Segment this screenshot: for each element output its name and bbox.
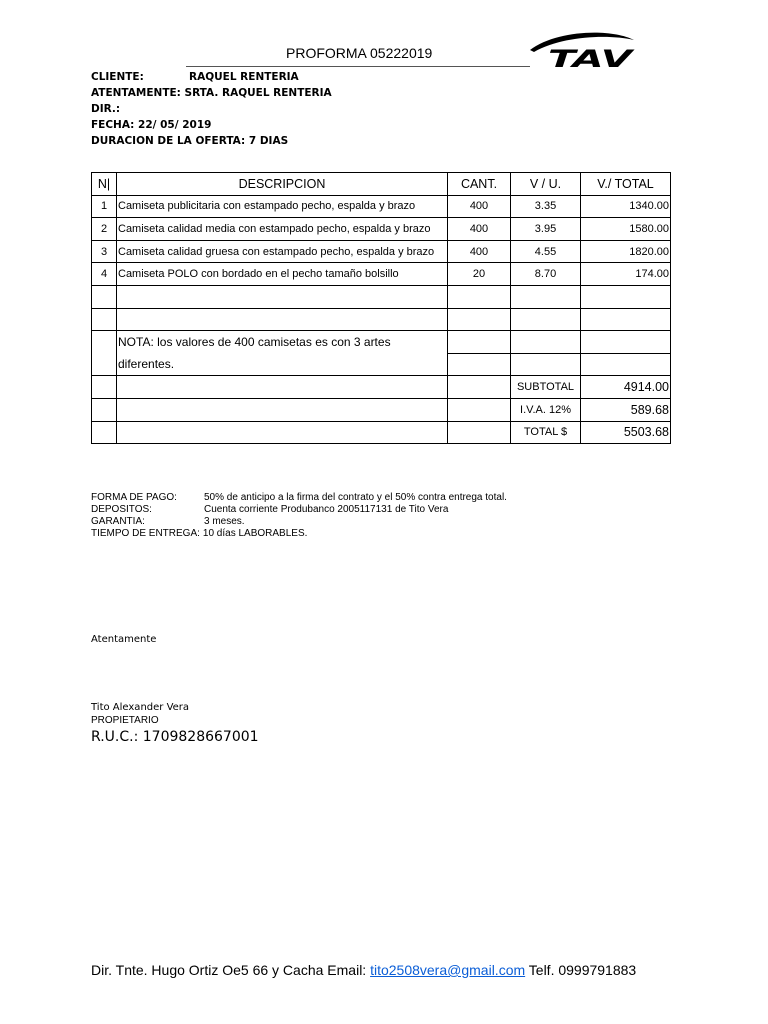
garantia-row <box>91 516 307 528</box>
fecha-line: FECHA: 22/ 05/ 2019 <box>91 119 212 131</box>
row-total: 1820.00 <box>581 240 671 263</box>
depositos-label: DEPOSITOS: <box>91 504 152 515</box>
tav-logo <box>526 28 638 70</box>
signer-name: Tito Alexander Vera <box>91 702 190 713</box>
row-quantity: 400 <box>448 240 511 263</box>
row-description: Camiseta calidad media con estampado pecho, espalda y brazo <box>117 218 448 241</box>
garantia-value: 3 meses. <box>204 516 245 527</box>
ruc-number: R.U.C.: 1709828667001 <box>91 729 259 745</box>
total-value: 5503.68 <box>581 421 671 444</box>
row-unit-price: 3.95 <box>511 218 581 241</box>
row-description: Camiseta publicitaria con estampado pecho, espalda y brazo <box>117 195 448 218</box>
empty-row <box>92 308 671 331</box>
subtotal-label: SUBTOTAL <box>511 376 581 399</box>
note-row <box>92 331 671 354</box>
row-quantity: 400 <box>448 218 511 241</box>
depositos-value: Cuenta corriente Produbanco 2005117131 de Tito Vera <box>204 504 449 515</box>
iva-row <box>92 398 671 421</box>
duracion-line: DURACION DE LA OFERTA: 7 DIAS <box>91 135 289 147</box>
note-row <box>92 353 671 376</box>
note-line-2: diferentes. <box>117 353 448 376</box>
cliente-value: RAQUEL RENTERIA <box>189 71 299 83</box>
row-quantity: 400 <box>448 195 511 218</box>
dir-line: DIR.: <box>91 103 121 115</box>
iva-label: I.V.A. 12% <box>511 398 581 421</box>
row-total: 1580.00 <box>581 218 671 241</box>
garantia-label: GARANTIA: <box>91 516 145 527</box>
row-total: 174.00 <box>581 263 671 286</box>
closing-text: Atentamente <box>91 634 157 645</box>
row-number: 3 <box>92 240 117 263</box>
tiempo-de-entrega-label: TIEMPO DE ENTREGA: <box>91 528 200 539</box>
tiempo-de-entrega-value: 10 días LABORABLES. <box>202 528 308 539</box>
items-table <box>91 172 671 444</box>
table-row <box>92 263 671 286</box>
row-number: 4 <box>92 263 117 286</box>
logo-text: TAV <box>548 45 637 70</box>
header-n: N| <box>92 173 117 196</box>
cliente-row <box>91 71 299 83</box>
iva-value: 589.68 <box>581 398 671 421</box>
signer-role: PROPIETARIO <box>91 715 159 726</box>
footer-email-link[interactable]: tito2508vera@gmail.com <box>370 962 526 978</box>
row-unit-price: 3.35 <box>511 195 581 218</box>
footer-phone: Telf. 0999791883 <box>525 962 637 978</box>
row-description: Camiseta POLO con bordado en el pecho tamaño bolsillo <box>117 263 448 286</box>
subtotal-row <box>92 376 671 399</box>
total-label: TOTAL $ <box>511 421 581 444</box>
cliente-label: CLIENTE: <box>91 71 144 83</box>
header-cant: CANT. <box>448 173 511 196</box>
row-number: 1 <box>92 195 117 218</box>
table-row <box>92 195 671 218</box>
total-row <box>92 421 671 444</box>
table-row <box>92 218 671 241</box>
document-title: PROFORMA 05222019 <box>286 45 433 61</box>
row-unit-price: 8.70 <box>511 263 581 286</box>
subtotal-value: 4914.00 <box>581 376 671 399</box>
title-underline <box>186 66 530 67</box>
row-quantity: 20 <box>448 263 511 286</box>
forma-de-pago-label: FORMA DE PAGO: <box>91 492 177 503</box>
header-vu: V / U. <box>511 173 581 196</box>
terms-block <box>91 492 507 540</box>
footer <box>91 962 636 978</box>
tiempo-de-entrega-row <box>91 528 307 540</box>
row-description: Camiseta calidad gruesa con estampado pecho, espalda y brazo <box>117 240 448 263</box>
row-total: 1340.00 <box>581 195 671 218</box>
header-vtotal: V./ TOTAL <box>581 173 671 196</box>
depositos-row <box>91 504 449 516</box>
table-header-row <box>92 173 671 196</box>
forma-de-pago-row <box>91 492 507 504</box>
table-row <box>92 240 671 263</box>
row-number: 2 <box>92 218 117 241</box>
row-unit-price: 4.55 <box>511 240 581 263</box>
forma-de-pago-value: 50% de anticipo a la firma del contrato y el 50% contra entrega total. <box>204 492 507 503</box>
footer-address: Dir. Tnte. Hugo Ortiz Oe5 66 y Cacha Email: <box>91 962 371 978</box>
atentamente-line: ATENTAMENTE: SRTA. RAQUEL RENTERIA <box>91 87 332 99</box>
note-line-1: NOTA: los valores de 400 camisetas es con 3 artes <box>117 331 448 354</box>
header-descripcion: DESCRIPCION <box>117 173 448 196</box>
empty-row <box>92 285 671 308</box>
